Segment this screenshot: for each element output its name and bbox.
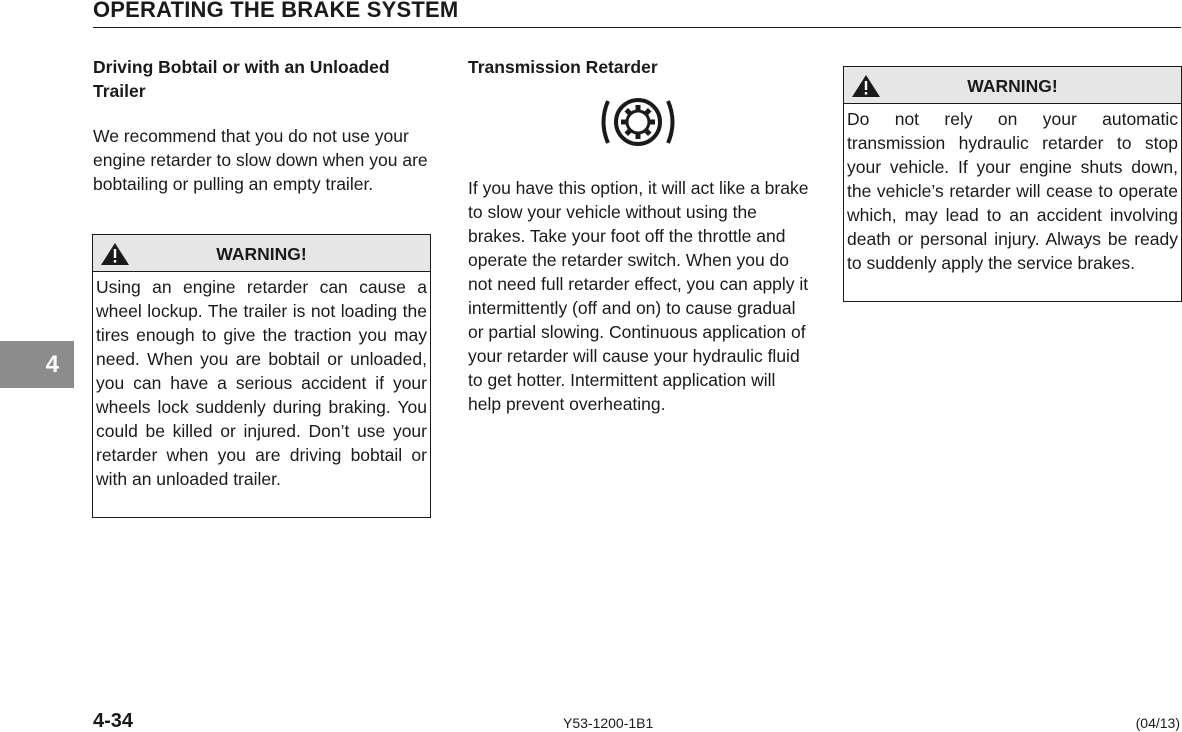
warning-title: WARNING! — [216, 244, 307, 264]
section-heading-transmission-retarder: Transmission Retarder — [468, 57, 658, 77]
warning-title: WARNING! — [967, 76, 1058, 96]
document-code: Y53-1200-1B1 — [563, 715, 654, 731]
warning-header — [844, 67, 1181, 104]
warning-box-engine-retarder — [92, 234, 431, 518]
retarder-paragraph: If you have this option, it will act like a brake to slow your vehicle without using the brakes. Take your foot off the throttle and operate the retarder switch. When you do not need full retarder effect, you can apply it intermittently (off and on) to cause gradual or partial slowing. Continuous application of your retarder will cause your hydraulic fluid to get hotter. Intermittent application will help prevent overheating. — [468, 178, 809, 414]
title-rule — [93, 27, 1181, 28]
bobtail-paragraph: We recommend that you do not use your engine retarder to slow down when you are bobtailing or pulling an empty trailer. — [93, 126, 428, 194]
page-title: OPERATING THE BRAKE SYSTEM — [93, 0, 459, 22]
warning-body: Do not rely on your automatic transmission hydraulic retarder to stop your vehicle. If your engine shuts down, the vehicle’s retarder will cease to operate which, may lead to an accident involving death or personal injury. Always be ready to suddenly apply the service brakes. — [847, 109, 1178, 273]
page-number: 4-34 — [93, 710, 134, 732]
warning-body: Using an engine retarder can cause a wheel lockup. The trailer is not loading the tires enough to give the traction you may need. When you are bobtail or unloaded, you can have a serious accident if your wheels lock suddenly during braking. You could be killed or injured. Don’t use your retarder when you are driving bobtail or with an unloaded trailer. — [96, 277, 427, 489]
warning-header — [93, 235, 430, 272]
revision-date: (04/13) — [1135, 715, 1180, 731]
transmission-retarder-icon — [598, 95, 678, 149]
section-heading-bobtail: Driving Bobtail or with an Unloaded Trailer — [93, 57, 390, 101]
warning-box-transmission-retarder — [843, 66, 1182, 302]
chapter-tab: 4 — [0, 341, 74, 388]
